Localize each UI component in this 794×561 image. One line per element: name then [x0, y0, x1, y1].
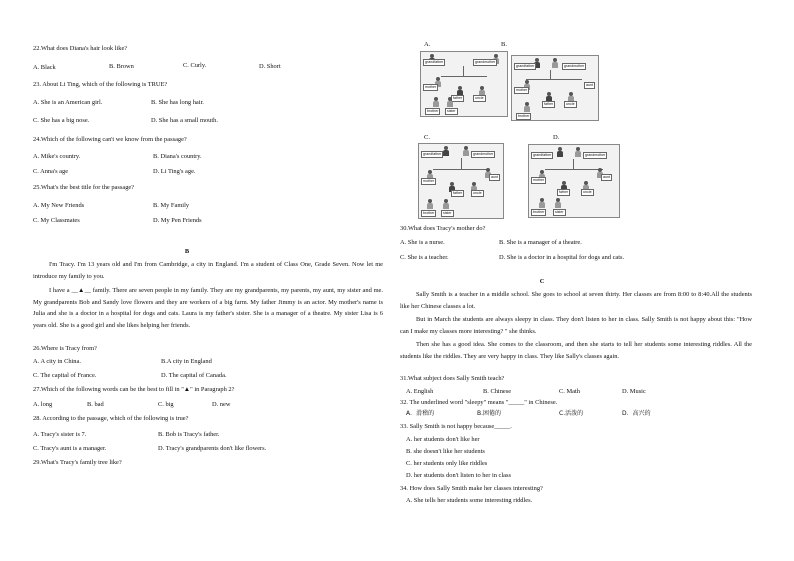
section-b-paragraph-2: I have a __▲__ family. There are seven people in my family. They are my grandparents, my parents, my aunt, my sister and me. My grandparents Bob and Sandy love flowers and they are workers of a big farm. My father Jimmy is an actor. My mother's name is Julia and she is a doctor in a hospital for dogs and cats. Laura is my father's sister. She is a manager of a theatre. My sister Lisa is 6 years old. She is a good girl and she likes helping her friends. [33, 287, 383, 329]
q23-option-b: B. She has long hair. [151, 99, 204, 106]
q24-question: 24.Which of the following can't we know from the passage? [33, 136, 187, 143]
q30-option-d: D. She is a doctor in a hospital for dogs and cats. [499, 254, 625, 261]
tree-a-sister: sister [447, 109, 456, 113]
q32-option-b: B.困倦的 [477, 410, 502, 417]
q33-option-b: B. she doesn't like her students [406, 448, 485, 455]
tree-c-grandmother: grandmother [473, 152, 494, 156]
section-b-heading: B [184, 248, 190, 255]
tree-b-uncle: uncle [566, 102, 575, 106]
q22-question: 22.What does Diana's hair look like? [33, 45, 128, 52]
family-tree-d [528, 144, 620, 218]
tree-d-brother: brother [533, 210, 545, 214]
family-tree-b [511, 55, 599, 121]
q27-option-b: B. bad [87, 401, 104, 408]
tree-b-letter: B. [501, 41, 507, 48]
q32-option-a: A．滑稽的 [406, 410, 435, 417]
tree-a-uncle: uncle [475, 96, 484, 100]
tree-c-uncle: uncle [473, 191, 482, 195]
tree-a-mother: mother [425, 85, 437, 89]
tree-d-sister: sister [555, 210, 564, 214]
q30-option-a: A. She is a nurse. [400, 239, 445, 246]
tree-a-letter: A. [424, 41, 431, 48]
q27-option-d: D. new [212, 401, 231, 408]
q23-question: 23. About Li Ting, which of the following is TRUE? [33, 81, 168, 88]
q28-question: 28. According to the passage, which of the following is true? [33, 415, 189, 422]
q23-option-a: A. She is an American girl. [33, 99, 103, 106]
tree-c-father: father [453, 191, 463, 195]
tree-b-mother: mother [516, 88, 528, 92]
q24-option-a: A. Mike's country. [33, 153, 81, 160]
section-c-heading: C [539, 278, 545, 285]
tree-b-brother: brother [518, 114, 530, 118]
tree-b-grandfather: grandfather [516, 64, 535, 68]
tree-c-sister: sister [443, 211, 452, 215]
tree-a-grandfather: grandfather [425, 60, 444, 64]
q29-question: 29.What's Tracy's family tree like? [33, 459, 122, 466]
q25-question: 25.What's the best title for the passage? [33, 184, 135, 191]
section-c-paragraph-3: Then she has a good idea. She comes to the classroom, and then she starts to tell her students some interesting riddles. All the students like the riddles. They are very happy in class. They like Sally's classes again. [400, 341, 752, 360]
q24-option-b: B. Diana's country. [153, 153, 202, 160]
q28-option-b: B. Bob is Tracy's father. [158, 431, 220, 438]
q32-option-d: D．高兴的 [622, 410, 651, 417]
tree-c-brother: brother [423, 211, 435, 215]
q27-option-c: C. big [158, 401, 174, 408]
q31-option-a: A. English [406, 388, 434, 395]
tree-d-father: father [559, 190, 569, 194]
q25-option-d: D. My Pen Friends [153, 217, 202, 224]
tree-c-aunt: aunt [491, 175, 498, 179]
q26-option-a: A. A city in China. [33, 358, 81, 365]
tree-b-grandmother: grandmother [564, 64, 585, 68]
q28-option-d: D. Tracy's grandparents don't like flowers. [158, 445, 267, 452]
tree-b-father: father [544, 102, 554, 106]
q24-option-c: C. Anna's age [33, 168, 69, 175]
q22-option-b: B. Brown [109, 63, 134, 70]
q23-option-c: C. She has a big nose. [33, 117, 90, 124]
q26-option-c: C. The capital of France. [33, 372, 97, 379]
tree-c-letter: C. [424, 134, 430, 141]
q31-option-c: C. Math [559, 388, 580, 395]
q25-option-b: B. My Family [153, 202, 190, 209]
q28-option-c: C. Tracy's aunt is a manager. [33, 445, 107, 452]
q30-question: 30.What does Tracy's mother do? [400, 225, 486, 232]
family-tree-a [420, 51, 508, 117]
tree-d-letter: D. [553, 134, 560, 141]
q31-question: 31.What subject does Sally Smith teach? [400, 375, 505, 382]
q23-option-d: D. She has a small mouth. [151, 117, 218, 124]
right-column [397, 0, 794, 561]
q26-option-d: D. The capital of Canada. [161, 372, 227, 379]
q22-option-c: C. Curly. [183, 62, 207, 69]
q27-question: 27.Which of the following words can be the best to fill in "▲" in Paragraph 2? [33, 386, 235, 393]
tree-a-grandmother: grandmother [475, 60, 496, 64]
family-tree-c [418, 143, 504, 219]
tree-d-aunt: aunt [603, 175, 610, 179]
q31-option-b: B. Chinese [483, 388, 512, 395]
q25-option-a: A. My New Friends [33, 202, 85, 209]
q27-option-a: A. long [33, 401, 53, 408]
q30-option-b: B. She is a manager of a theatre. [499, 239, 582, 246]
q25-option-c: C. My Classmates [33, 217, 80, 224]
q33-option-d: D. her students don't listen to her in class [406, 472, 511, 479]
tree-d-grandmother: grandmother [585, 153, 606, 157]
tree-d-grandfather: grandfather [533, 153, 552, 157]
q34-question: 34. How does Sally Smith make her classes interesting? [400, 485, 543, 492]
q24-option-d: D. Li Ting's age. [153, 168, 196, 175]
q22-option-a: A. Black [33, 64, 56, 71]
tree-b-aunt: aunt [586, 83, 593, 87]
tree-c-mother: mother [423, 179, 435, 183]
q33-question: 33. Sally Smith is not happy because_____. [400, 423, 512, 430]
q26-option-b: B.A city in England [161, 358, 212, 365]
q28-option-a: A. Tracy's sister is 7. [33, 431, 87, 438]
q30-option-c: C. She is a teacher. [400, 254, 449, 261]
tree-a-brother: brother [427, 109, 439, 113]
q32-option-c: C.活泼的 [559, 410, 584, 417]
tree-c-grandfather: grandfather [423, 152, 442, 156]
q22-option-d: D. Short [259, 63, 281, 70]
q34-option-a: A. She tells her students some interesting riddles. [406, 497, 533, 504]
q33-option-c: C. her students only like riddles [406, 460, 488, 467]
section-c-paragraph-1: Sally Smith is a teacher in a middle school. She goes to school at seven thirty. Her classes are from 8:00 to 8:40.All the students like her Chinese classes a lot. [400, 291, 752, 310]
tree-d-uncle: uncle [583, 190, 592, 194]
q26-question: 26.Where is Tracy from? [33, 345, 97, 352]
tree-a-father: father [453, 96, 463, 100]
q33-option-a: A. her students don't like her [406, 436, 480, 443]
q31-option-d: D. Music [622, 388, 646, 395]
section-c-paragraph-2: But in March the students are always sleepy in class. They don't listen to her in class. Sally Smith is not happy about this: "How can I make my classes more interesting? " she thinks. [400, 316, 752, 335]
q32-question: 32. The underlined word "sleepy" means "_____" in Chinese. [400, 399, 558, 406]
section-b-paragraph-1: I'm Tracy. I'm 13 years old and I'm from Cambridge, a city in England. I'm a student of Class One, Grade Seven. Now let me introduce my family to you. [33, 261, 383, 280]
tree-d-mother: mother [533, 178, 545, 182]
